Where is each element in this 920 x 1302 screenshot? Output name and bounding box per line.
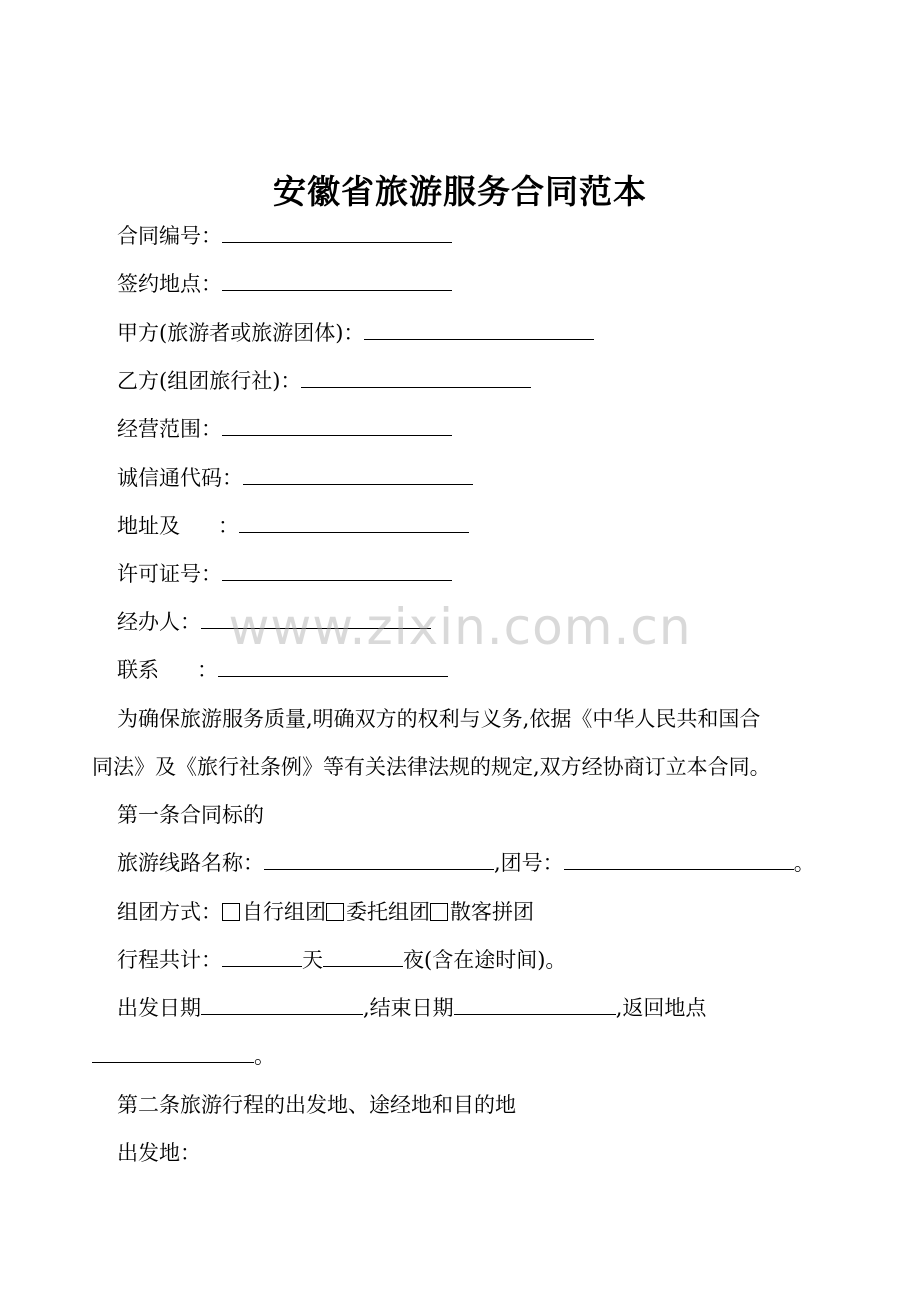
article-1-heading: 第一条合同标的: [117, 803, 264, 827]
individual-checkbox[interactable]: [430, 903, 448, 921]
credit-code-label: 诚信通代码：: [117, 466, 243, 490]
contract-number-label: 合同编号：: [117, 224, 222, 248]
dates-line: [117, 993, 706, 1023]
org-method-line: [117, 897, 534, 927]
route-period: 。: [793, 851, 815, 875]
day-label: 天: [302, 948, 323, 972]
article-2-heading: 第二条旅游行程的出发地、途经地和目的地: [117, 1093, 516, 1117]
days-blank[interactable]: [222, 946, 302, 967]
credit-code-line: [117, 463, 473, 493]
party-b-blank[interactable]: [301, 367, 531, 388]
contact-colon: ：: [197, 658, 218, 682]
business-scope-label: 经营范围：: [117, 417, 222, 441]
sign-place-label: 签约地点：: [117, 272, 222, 296]
license-label: 许可证号：: [117, 562, 222, 586]
page-title: 安徽省旅游服务合同范本: [273, 172, 647, 211]
sign-place-line: [117, 269, 452, 299]
contract-number-blank[interactable]: [222, 222, 452, 243]
self-organized-label: 自行组团: [242, 900, 326, 924]
commissioned-checkbox[interactable]: [326, 903, 344, 921]
contact-line: [117, 655, 448, 685]
night-note: 夜(含在途时间)。: [403, 948, 567, 972]
contract-number-line: [117, 221, 452, 251]
depart-place-label: 出发地：: [117, 1141, 201, 1165]
contact-blank[interactable]: [218, 656, 448, 677]
watermark: www.zixin.com.cn: [228, 598, 692, 656]
route-line: [117, 848, 815, 878]
return-place-line: [92, 1041, 275, 1071]
return-place-period: 。: [254, 1044, 275, 1068]
party-a-blank[interactable]: [364, 319, 594, 340]
party-a-line: [117, 318, 594, 348]
intro-line-2: 同法》及《旅行社条例》等有关法律法规的规定,双方经协商订立本合同。: [92, 755, 771, 779]
business-scope-line: [117, 414, 452, 444]
nights-blank[interactable]: [323, 946, 403, 967]
group-number-blank[interactable]: [564, 849, 794, 870]
handler-label: 经办人：: [117, 610, 201, 634]
depart-date-blank[interactable]: [201, 994, 363, 1015]
trip-length-line: [117, 945, 566, 975]
end-date-label: ,结束日期: [363, 996, 454, 1020]
business-scope-blank[interactable]: [222, 415, 452, 436]
party-b-label: 乙方(组团旅行社)：: [117, 369, 302, 393]
self-organized-checkbox[interactable]: [222, 903, 240, 921]
license-blank[interactable]: [222, 560, 452, 581]
route-label: 旅游线路名称：: [117, 851, 264, 875]
credit-code-blank[interactable]: [243, 464, 473, 485]
group-number-label: ,团号：: [494, 851, 564, 875]
contact-label: 联系: [117, 658, 159, 682]
intro-line-1: 为确保旅游服务质量,明确双方的权利与义务,依据《中华人民共和国合: [117, 707, 761, 731]
depart-place-line: [117, 1138, 201, 1168]
sign-place-blank[interactable]: [222, 270, 452, 291]
route-blank[interactable]: [264, 849, 494, 870]
party-b-line: [117, 366, 531, 396]
return-place-label: ,返回地点: [615, 996, 707, 1020]
return-place-blank[interactable]: [92, 1042, 254, 1063]
trip-length-label: 行程共计：: [117, 948, 222, 972]
address-blank[interactable]: [239, 512, 469, 533]
address-label: 地址及: [117, 514, 180, 538]
individual-label: 散客拼团: [450, 900, 534, 924]
party-a-label: 甲方(旅游者或旅游团体)：: [117, 321, 365, 345]
org-method-label: 组团方式：: [117, 900, 222, 924]
commissioned-label: 委托组团: [346, 900, 430, 924]
end-date-blank[interactable]: [454, 994, 616, 1015]
address-colon: ：: [218, 514, 239, 538]
license-line: [117, 559, 452, 589]
address-line: [117, 511, 469, 541]
depart-date-label: 出发日期: [117, 996, 201, 1020]
